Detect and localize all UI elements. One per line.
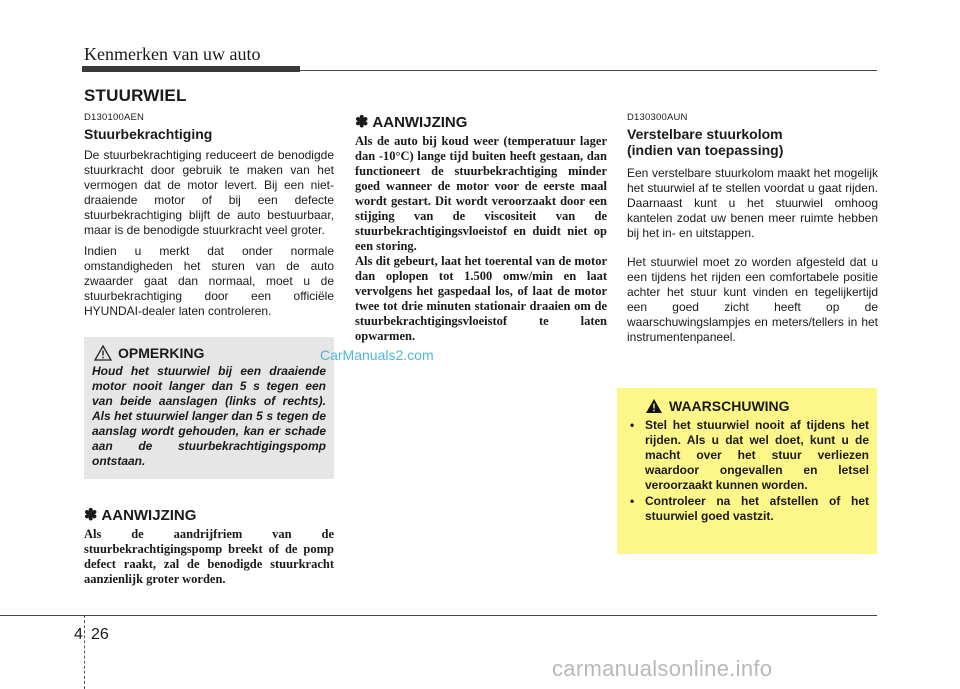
list-item — [625, 494, 869, 524]
bullet-icon: • — [630, 494, 635, 508]
header-title: Kenmerken van uw auto — [84, 44, 261, 64]
watermark-bottom: carmanualsonline.info — [552, 656, 773, 681]
warning-triangle-icon — [645, 398, 663, 414]
warning-item-text: Stel het stuurwiel nooit af tijdens het rijden. Als u dat wel doet, kunt u de macht over het stuur verliezen waardoor ongevallen en letsel veroorzaakt kunnen worden. — [645, 418, 869, 492]
paragraph: De stuurbekrachtiging reduceert de benodigde stuurkracht door gebruik te maken van het vermogen dat de motor levert. Bij een niet-draaiende motor of bij een defecte stuurbekrachtiging blijft de auto bestuurbaar, maar is de benodigde stuurkracht veel groter. — [84, 148, 334, 237]
warning-box — [617, 388, 877, 554]
note-header — [355, 112, 607, 132]
footer-rule — [0, 615, 877, 616]
section-heading-line: Verstelbare stuurkolom — [627, 126, 783, 142]
section-title: STUURWIEL — [84, 86, 187, 105]
bullet-icon: • — [630, 418, 635, 432]
page-number: 26 — [91, 626, 109, 643]
warning-header — [625, 398, 869, 414]
opmerking-header — [92, 345, 326, 361]
note-star-icon: ✽ — [355, 114, 369, 131]
footer-divider — [84, 615, 86, 689]
opmerking-text: Houd het stuurwiel bij een draaiende motor nooit langer dan 5 s tegen een van beide aanslagen (links of rechts). Als het stuurwiel langer dan 5 s tegen de aanslag wordt gehouden, kan er schade aan de stuurbekrachtigingspomp ontstaan. — [92, 364, 326, 468]
section-code: D130300AUN — [627, 112, 688, 123]
caution-triangle-icon — [94, 345, 112, 361]
warning-item-text: Controleer na het afstellen of het stuurwiel goed vastzit. — [645, 494, 869, 523]
note-title: AANWIJZING — [101, 506, 197, 524]
note-text: Als dit gebeurt, laat het toerental van de motor dan oplopen tot 1.500 omw/min en laat vervolgens het gaspedaal los, of laat de motor twee tot drie minuten stationair draaien om de stuurbekrachtigingsvloeistof te laten opwarmen. — [355, 254, 607, 343]
paragraph: Indien u merkt dat onder normale omstandigheden het sturen van de auto zwaarder gaat dan normaal, moet u de stuurbekrachtiging door een officiële HYUNDAI-dealer laten controleren. — [84, 244, 334, 318]
column-left — [84, 108, 334, 587]
header-bar — [82, 66, 300, 72]
column-right — [627, 108, 878, 359]
section-code: D130100AEN — [84, 112, 145, 123]
note-title: AANWIJZING — [372, 113, 468, 131]
chapter-number: 4 — [74, 626, 83, 643]
note-text: Als de aandrijfriem van de stuurbekrachtigingspomp breekt of de pomp defect raakt, zal de benodigde stuurkracht aanzienlijk groter worden. — [84, 527, 334, 586]
warning-list — [625, 418, 869, 524]
opmerking-title: OPMERKING — [118, 345, 205, 361]
section-heading-line: (indien van toepassing) — [627, 142, 784, 158]
note-header — [84, 505, 334, 525]
list-item — [625, 418, 869, 493]
header-rule — [300, 70, 877, 71]
paragraph: Een verstelbare stuurkolom maakt het mogelijk het stuurwiel af te stellen voordat u gaat rijden. Daarnaast kunt u het stuurwiel omhoog kantelen zodat uw benen meer ruimte hebben bij het in- en uitstappen. — [627, 166, 878, 240]
note-text: Als de auto bij koud weer (temperatuur lager dan -10°C) lange tijd buiten heeft gestaan, dan functioneert de stuurbekrachtiging minder goed wanneer de motor voor de eerste maal wordt gestart. Dit wordt veroorzaakt door een stijging van de viscositeit van de stuurbekrachtigingsvloeistof en duidt niet op een storing. — [355, 134, 607, 253]
note-star-icon: ✽ — [84, 507, 98, 524]
column-middle — [355, 108, 607, 344]
opmerking-box — [84, 337, 334, 479]
paragraph: Het stuurwiel moet zo worden afgesteld dat u een tijdens het rijden een comfortabele positie achter het stuur kunt vinden en tegelijkertijd een goed zicht heeft op de waarschuwingslampjes en meters/tellers in het instrumentenpaneel. — [627, 255, 878, 344]
section-heading — [627, 126, 878, 158]
warning-title: WAARSCHUWING — [669, 398, 790, 414]
watermark-middle: CarManuals2.com — [320, 347, 434, 363]
section-heading: Stuurbekrachtiging — [84, 126, 213, 142]
